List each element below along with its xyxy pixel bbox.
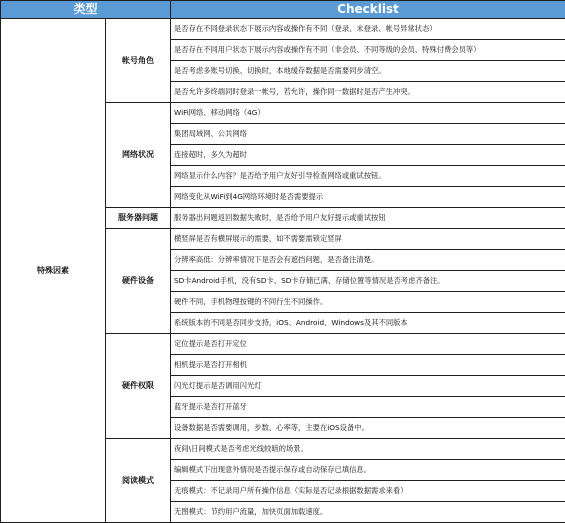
group-server[interactable]: 服务器问题 — [106, 208, 171, 229]
checklist-item[interactable]: 是否允许多终端同时登录一帐号，若允许，操作同一数据时是否产生冲突。 — [171, 82, 565, 103]
checklist-item[interactable]: 设备数据是否需要调用，步数、心率等，主要在iOS设备中。 — [171, 418, 565, 439]
checklist-item[interactable]: 是否存在不同用户状态下展示内容或操作有不同（非会员、不同等级的会员、特殊付费会员等） — [171, 40, 565, 61]
checklist-item[interactable]: 是否考虑多账号切换、切换时，本地缓存数据是否需要同步清空。 — [171, 61, 565, 82]
checklist-item[interactable]: 相机提示是否打开相机 — [171, 355, 565, 376]
checklist-item[interactable]: 无图模式：节约用户流量，加快页面加载速度。 — [171, 502, 565, 523]
header-checklist: Checklist — [171, 1, 565, 19]
header-row — [1, 1, 565, 19]
checklist-item[interactable]: 集团局域网、公共网络 — [171, 124, 565, 145]
group-account-role[interactable]: 帐号角色 — [106, 19, 171, 103]
checklist-item[interactable]: 无痕模式：不记录用户所有操作信息（实际是否记录根据数据需求来看） — [171, 481, 565, 502]
checklist-item[interactable]: 系统版本的不同是否同步支持，iOS、Android、Windows及其不同版本 — [171, 313, 565, 334]
category-cell[interactable]: 特殊因素 — [1, 19, 106, 523]
table-row — [1, 19, 565, 40]
checklist-item[interactable]: SD卡Android手机，没有SD卡、SD卡存储已满、存储位置等情况是否考虑齐备注。 — [171, 271, 565, 292]
checklist-item[interactable]: 硬件不同，手机物理按键的不同行生不同操作。 — [171, 292, 565, 313]
checklist-item[interactable]: 夜间\日间模式是否考虑光线较暗的场景。 — [171, 439, 565, 460]
group-hardware-permission[interactable]: 硬件权限 — [106, 334, 171, 439]
checklist-item[interactable]: WiFi网络、移动网络（4G） — [171, 103, 565, 124]
checklist-item[interactable]: 横竖屏是否有横屏展示的需要，如不需要需锁定竖屏 — [171, 229, 565, 250]
checklist-item[interactable]: 服务器出问题返回数据失败时，是否给予用户友好提示或重试按钮 — [171, 208, 565, 229]
checklist-item[interactable]: 编辑模式下出现意外情况是否提示保存或自动保存已填信息。 — [171, 460, 565, 481]
checklist-item[interactable]: 网络变化从WiFi到4G网络环境时是否需要提示 — [171, 187, 565, 208]
group-hardware-device[interactable]: 硬件设备 — [106, 229, 171, 334]
checklist-item[interactable]: 网络显示什么内容？是否给予用户友好引导检查网络或重试按钮。 — [171, 166, 565, 187]
checklist-item[interactable]: 蓝牙提示是否打开蓝牙 — [171, 397, 565, 418]
checklist-item[interactable]: 连接超时，多久为超时 — [171, 145, 565, 166]
checklist-item[interactable]: 分辨率高低：分辨率情况下是否会有遮挡问题，是否备注清楚。 — [171, 250, 565, 271]
header-type: 类型 — [1, 1, 171, 19]
checklist-item[interactable]: 闪光灯提示是否调用闪光灯 — [171, 376, 565, 397]
checklist-item[interactable]: 定位提示是否打开定位 — [171, 334, 565, 355]
group-network[interactable]: 网络状况 — [106, 103, 171, 208]
group-reading-mode[interactable]: 阅读模式 — [106, 439, 171, 523]
checklist-item[interactable]: 是否存在不同登录状态下展示内容或操作有不同（登录、未登录、帐号异常状态） — [171, 19, 565, 40]
